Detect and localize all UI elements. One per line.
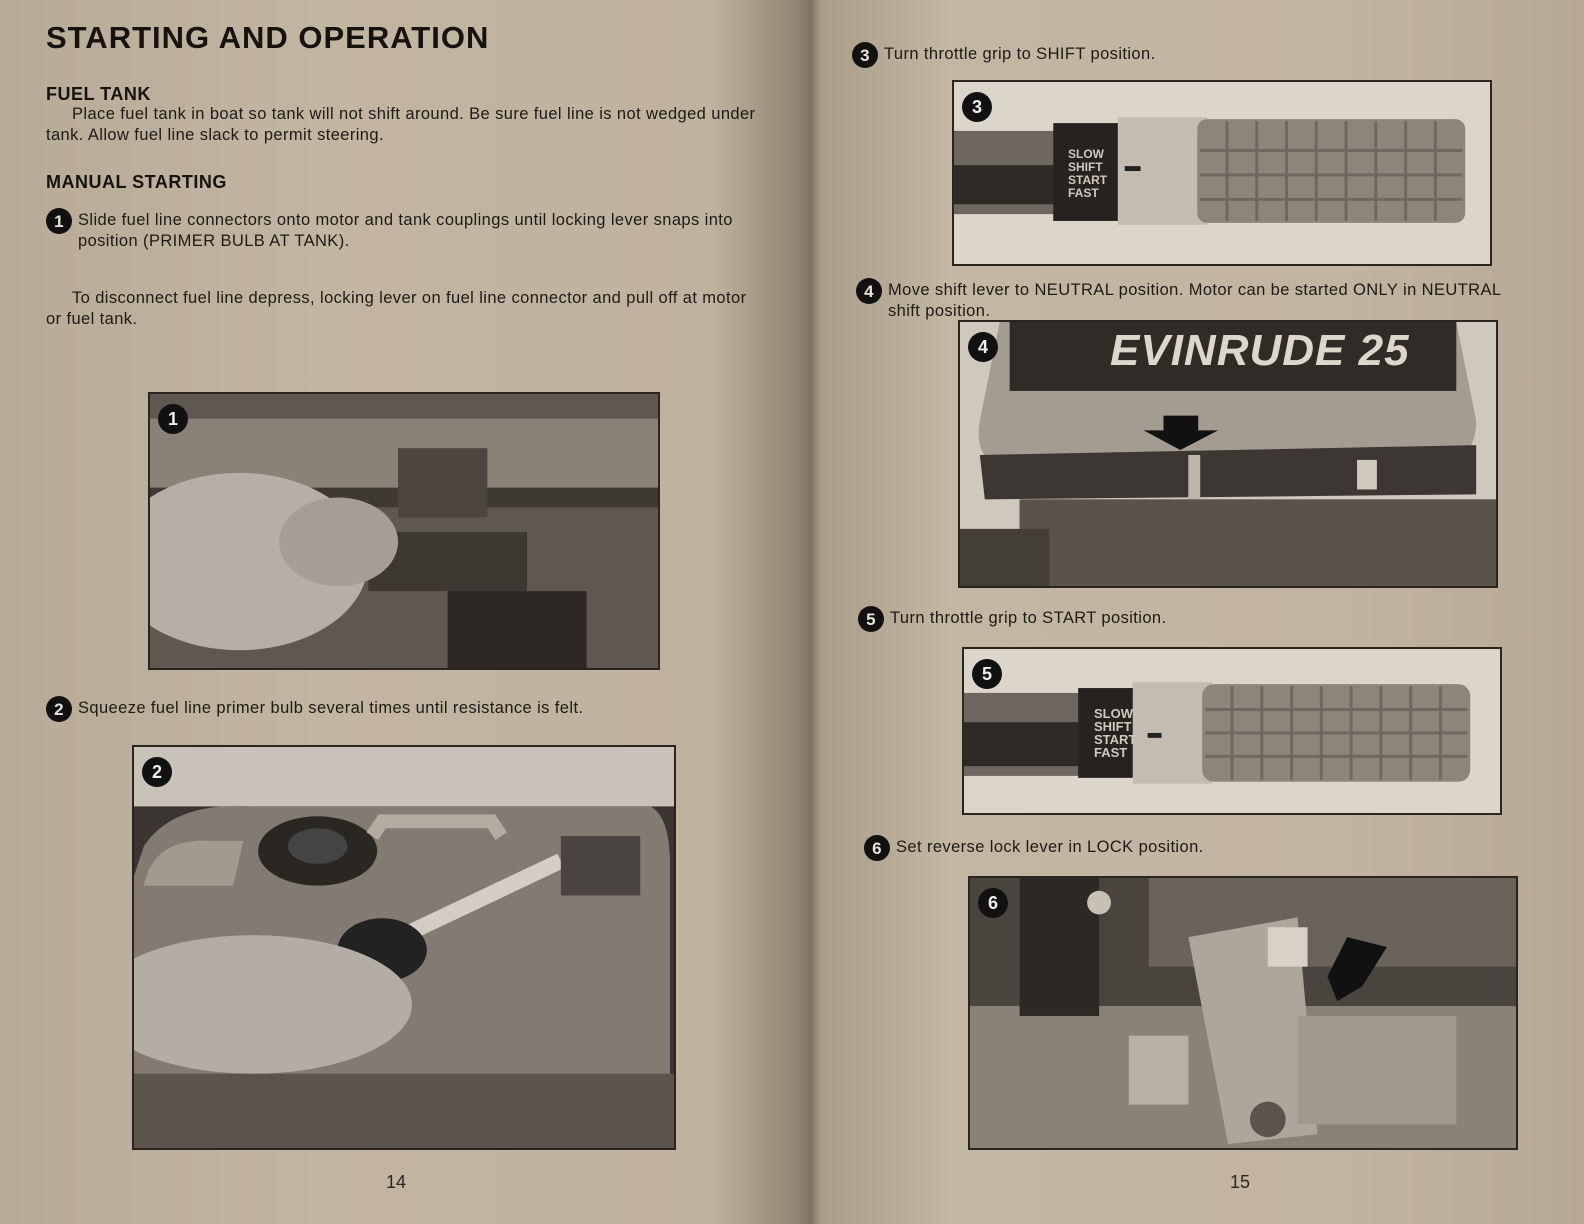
step-badge: 6	[864, 835, 890, 861]
step-6-text: Set reverse lock lever in LOCK position.	[896, 838, 1204, 856]
grip-label-fast: FAST	[1094, 745, 1128, 760]
step-2	[46, 698, 766, 722]
grip-label-fast: FAST	[1068, 186, 1099, 200]
grip-label-slow: SLOW	[1094, 706, 1133, 721]
step-1	[46, 210, 766, 252]
grip-label-start: START	[1068, 173, 1108, 187]
step-1-text: Slide fuel line connectors onto motor and tank couplings until locking lever snaps into position (PRIMER BULB AT TANK).	[78, 211, 733, 250]
grip-labels	[1068, 148, 1107, 200]
step-3	[852, 44, 1532, 68]
photo-primer-bulb	[132, 745, 676, 1150]
photo-badge: 5	[972, 659, 1002, 689]
grip-label-shift: SHIFT	[1094, 719, 1132, 734]
photo-reverse-lock	[968, 876, 1518, 1150]
photo-throttle-shift-image	[954, 82, 1490, 264]
grip-labels	[1094, 707, 1136, 759]
book-spine	[800, 0, 822, 1224]
step-5-text: Turn throttle grip to START position.	[890, 609, 1167, 627]
grip-label-start: START	[1094, 732, 1137, 747]
page-number-right: 15	[1230, 1172, 1251, 1192]
step-6	[864, 837, 1524, 861]
photo-fuel-connector-image	[150, 394, 658, 668]
photo-shift-lever	[958, 320, 1498, 588]
page-number-left: 14	[386, 1172, 407, 1192]
motor-brand-text: EVINRUDE 25	[1110, 326, 1410, 375]
grip-label-shift: SHIFT	[1068, 160, 1103, 174]
disconnect-text: To disconnect fuel line depress, locking lever on fuel line connector and pull off at motor or fuel tank.	[46, 289, 747, 328]
step-badge: 2	[46, 696, 72, 722]
grip-label-slow: SLOW	[1068, 147, 1104, 161]
step-badge: 1	[46, 208, 72, 234]
manual-starting-heading: MANUAL STARTING	[46, 172, 227, 192]
fuel-tank-heading: FUEL TANK	[46, 84, 151, 104]
step-badge: 4	[856, 278, 882, 304]
step-5	[858, 608, 1518, 632]
photo-fuel-connector	[148, 392, 660, 670]
photo-badge: 2	[142, 757, 172, 787]
step-4-text: Move shift lever to NEUTRAL position. Motor can be started ONLY in NEUTRAL shift position.	[888, 281, 1501, 320]
photo-badge: 6	[978, 888, 1008, 918]
step-3-text: Turn throttle grip to SHIFT position.	[884, 45, 1156, 63]
photo-primer-bulb-image	[134, 747, 674, 1148]
step-badge: 5	[858, 606, 884, 632]
step-4	[856, 280, 1516, 322]
photo-badge: 3	[962, 92, 992, 122]
photo-throttle-start	[962, 647, 1502, 815]
step-2-text: Squeeze fuel line primer bulb several times until resistance is felt.	[78, 699, 584, 717]
photo-badge: 4	[968, 332, 998, 362]
photo-throttle-start-image	[964, 649, 1500, 813]
photo-throttle-shift	[952, 80, 1492, 266]
page-title: STARTING AND OPERATION	[46, 20, 490, 55]
photo-reverse-lock-image	[970, 878, 1516, 1148]
photo-badge: 1	[158, 404, 188, 434]
step-badge: 3	[852, 42, 878, 68]
fuel-tank-text: Place fuel tank in boat so tank will not shift around. Be sure fuel line is not wedged under tank. Allow fuel line slack to permit steering.	[46, 105, 756, 144]
